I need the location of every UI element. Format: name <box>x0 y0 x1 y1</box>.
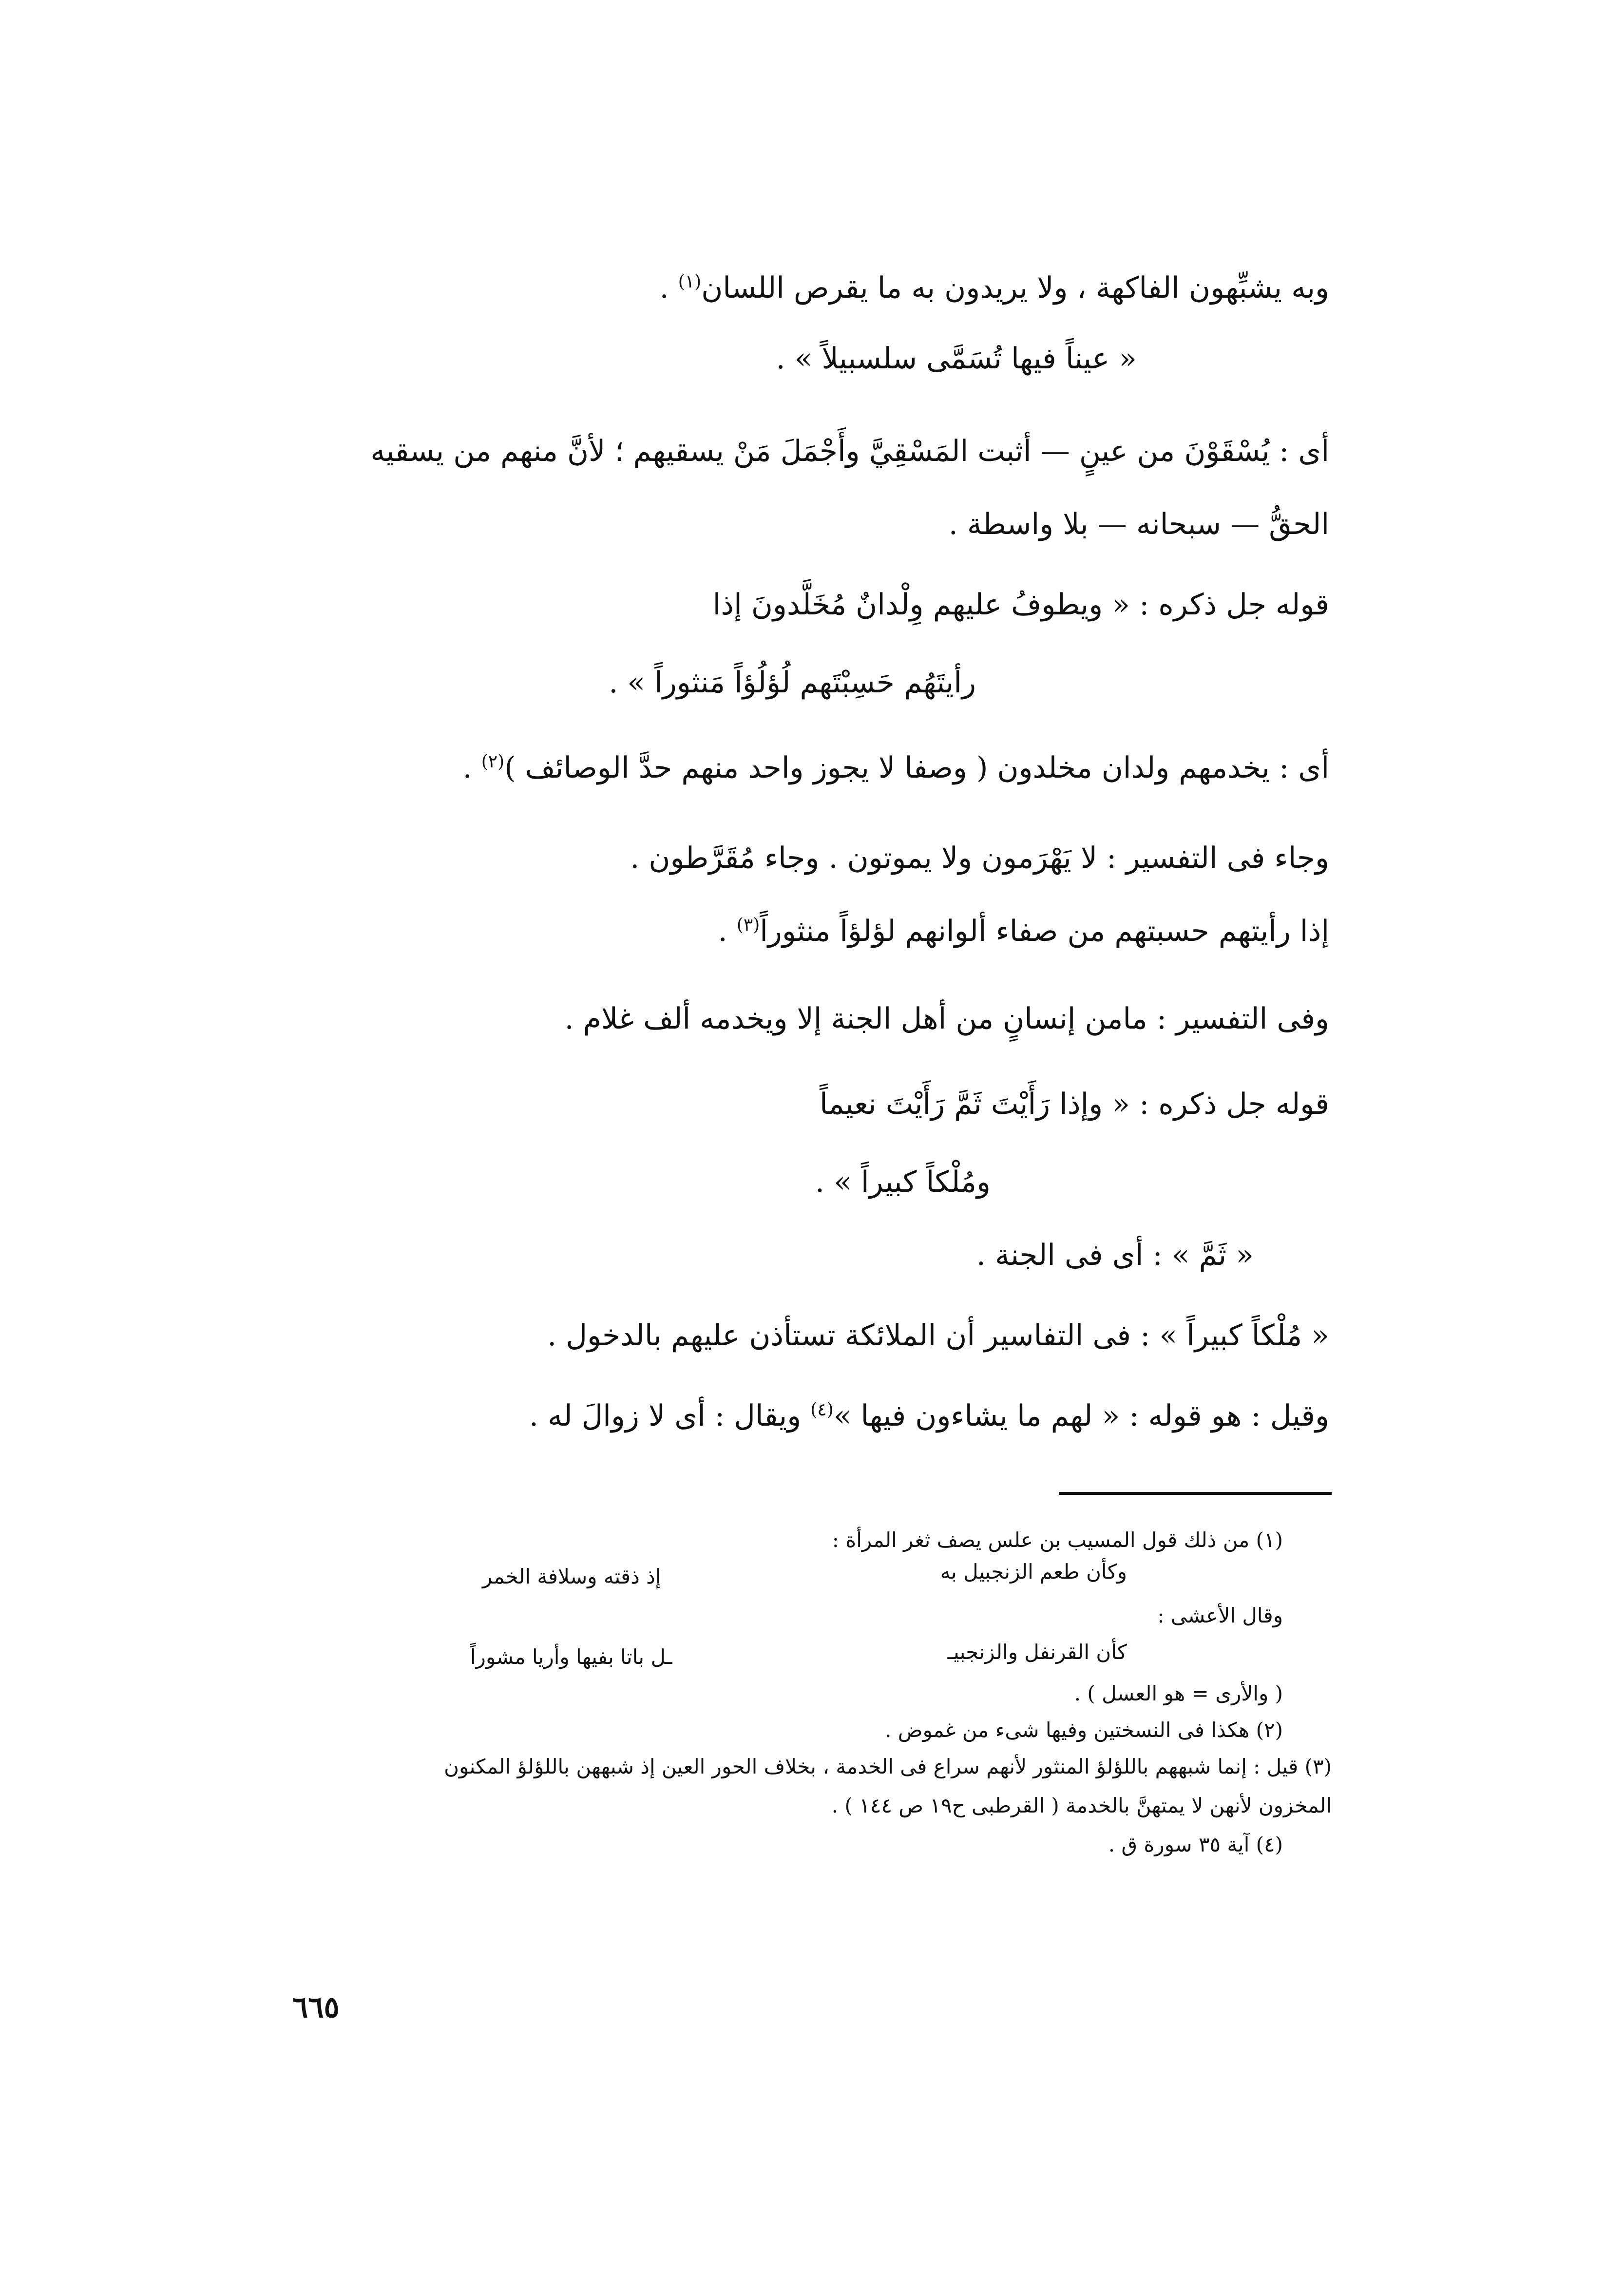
footnote-1-intro: (١) من ذلك قول المسيب بن علس يصف ثغر المرأة : <box>832 1528 1283 1552</box>
footnote-3-line-2: المخزون لأنهن لا يمتهنَّ بالخدمة ( القرطبى ح١٩ ص ١٤٤ ) . <box>831 1794 1332 1817</box>
body-line-1 <box>660 270 1329 305</box>
footnote-1-intro-2: وقال الأعشى : <box>1157 1604 1283 1627</box>
footnote-ref-4: (٤) <box>810 1400 834 1420</box>
footnote-3-line-1: (٣) قيل : إنما شبههم باللؤلؤ المنثور لأنهم سراع فى الخدمة ، بخلاف الحور العين إذ شبههن باللؤلؤ المكنون <box>444 1755 1332 1778</box>
page-number: ٦٦٥ <box>292 1990 340 2024</box>
body-line-15-text: وقيل : هو قوله : « لهم ما يشاءون فيها » <box>833 1399 1329 1433</box>
body-line-11: قوله جل ذكره : « وإذا رَأَيْتَ ثَمَّ رَأَيْتَ نعيماً <box>820 1087 1329 1121</box>
body-line-12: ومُلْكاً كبيراً » . <box>815 1165 991 1199</box>
footnote-4: (٤) آية ٣٥ سورة ق . <box>1108 1833 1283 1856</box>
body-line-14: « مُلْكاً كبيراً » : فى التفاسير أن الملائكة تستأذن عليهم بالدخول . <box>547 1318 1329 1353</box>
body-line-3: أى : يُسْقَوْنَ من عينٍ — أثبت المَسْقِيَّ وأَجْمَلَ مَنْ يسقيهم ؛ لأنَّ منهم من يسقيه <box>370 434 1329 468</box>
body-line-1-end: . <box>659 271 678 305</box>
body-line-7-end: . <box>462 751 481 785</box>
footnote-ref-1: (١) <box>678 272 702 292</box>
footnote-1-verse-1-first-half: وكأن طعم الزنجبيل به <box>940 1560 1127 1584</box>
body-line-15-end: ويقال : أى لا زوالَ له . <box>529 1399 811 1433</box>
footnote-1-verse-2-first-half: كأن القرنفل والزنجبيـ <box>947 1640 1127 1664</box>
body-line-4: الحقُّ — سبحانه — بلا واسطة . <box>948 507 1329 541</box>
footnote-ref-3: (٣) <box>736 915 760 935</box>
body-line-15 <box>529 1398 1329 1433</box>
body-line-5: قوله جل ذكره : « ويطوفُ عليهم وِلْدانٌ مُخَلَّدونَ إذا <box>712 588 1329 622</box>
footnote-2: (٢) هكذا فى النسختين وفيها شىء من غموض . <box>885 1718 1283 1742</box>
body-line-9-end: . <box>718 914 737 948</box>
footnote-1-note: ( والأرى = هو العسل ) . <box>1074 1681 1283 1705</box>
footnote-ref-2: (٢) <box>481 752 505 772</box>
footnote-1-verse-2-second-half: ـل باتا بفيها وأريا مشوراً <box>470 1645 672 1669</box>
body-line-7 <box>463 750 1329 785</box>
body-line-2: « عيناً فيها تُسَمَّى سلسبيلاً » . <box>776 342 1137 376</box>
footnote-separator <box>1059 1492 1332 1495</box>
body-line-9 <box>718 914 1329 949</box>
body-line-6: رأيتَهُم حَسِبْتَهم لُؤلُؤاً مَنثوراً » . <box>609 666 976 700</box>
body-line-8: وجاء فى التفسير : لا يَهْرَمون ولا يموتون . وجاء مُقَرَّطون . <box>630 841 1329 875</box>
body-line-7-text: أى : يخدمهم ولدان مخلدون ( وصفا لا يجوز واحد منهم حدَّ الوصائف ) <box>504 751 1329 785</box>
footnote-1-verse-1-second-half: إذ ذقته وسلافة الخمر <box>482 1565 661 1588</box>
body-line-1-text: وبه يشبِّهون الفاكهة ، ولا يريدون به ما يقرص اللسان <box>701 271 1329 305</box>
body-line-10: وفى التفسير : مامن إنسانٍ من أهل الجنة إلا ويخدمه ألف غلام . <box>564 1002 1329 1036</box>
body-line-9-text: إذا رأيتهم حسبتهم من صفاء ألوانهم لؤلؤاً منثوراً <box>760 914 1329 948</box>
body-line-13: « ثَمَّ » : أى فى الجنة . <box>976 1238 1254 1272</box>
